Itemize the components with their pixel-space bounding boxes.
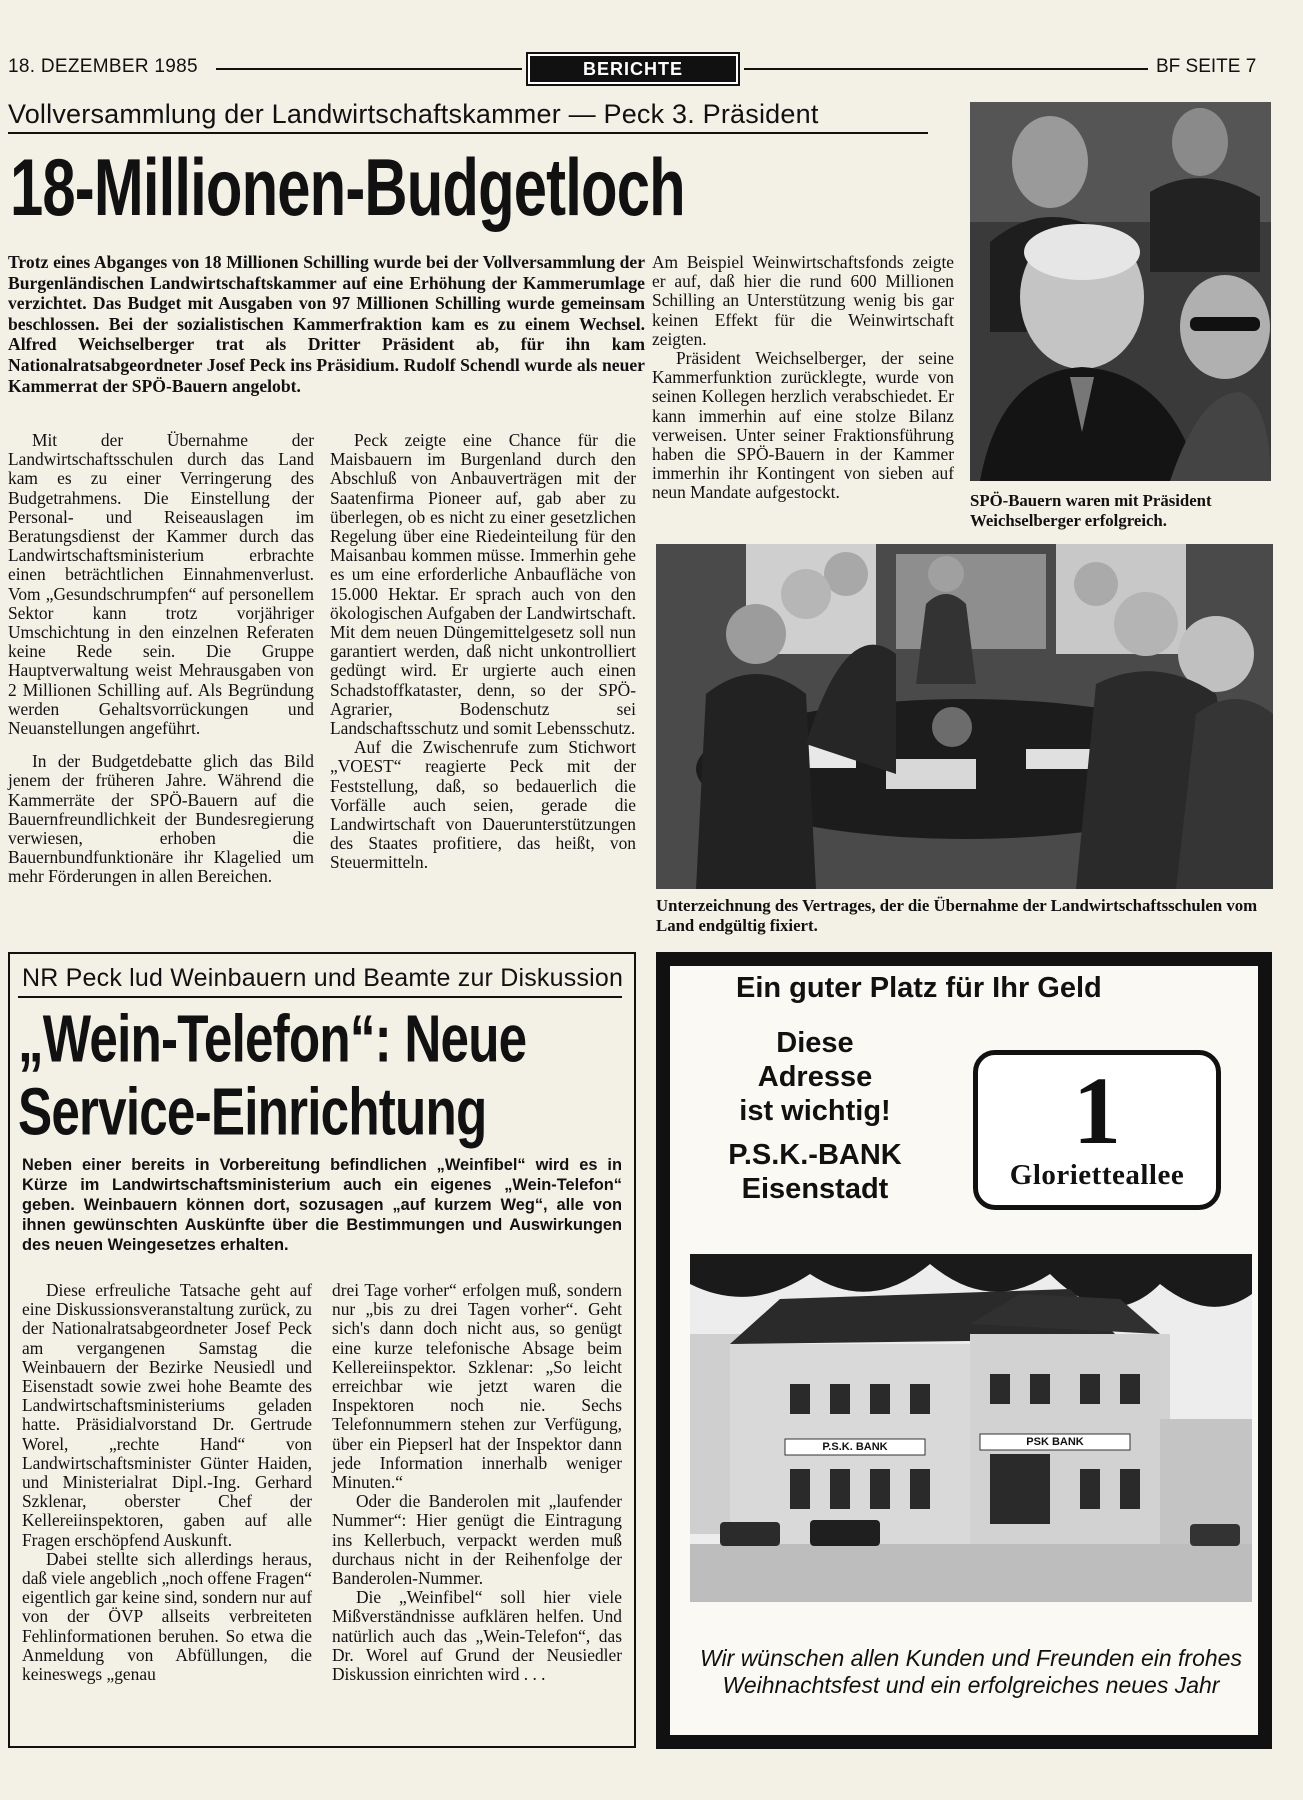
article1-col3-paragraph: Am Beispiel Weinwirtschaftsfonds zeigte er auf, daß hier die rund 600 Millionen Schilling an Unterstützung wenig bis gar keinen Effekt für die Weinwirtschaft zeigten. — [652, 252, 954, 349]
article2-column-2 — [332, 1281, 622, 1684]
article1-column-1 — [8, 431, 314, 887]
article2-col1-paragraph: Diese erfreuliche Tatsache geht auf eine Diskussionsveranstaltung zurück, zu der Nationalratsabgeordneter Josef Peck am vergangenen Samstag die Weinbauern der Bezirke Neusiedl und Eisenstadt sowie zwei hohe Beamte des Landwirtschaftsministeriums geladen hatte. Präsidialvorstand Dr. Gertrude Worel, „rechte Hand“ von Landwirtschaftsminister Günter Haiden, und Ministerialrat Dipl.-Ing. Gerhard Szklenar, oberster Chef der Kellereiinspektoren, gaben auf alle Fragen erschöpfend Auskunft. — [22, 1280, 312, 1550]
article2-col1-paragraph: Dabei stellte sich allerdings heraus, daß viele angeblich „noch offene Fragen“ eigentlich gar keine sind, sondern nur auf von der ÖVP allseits verbreiteten Fehlinformationen beruhen. So etwa die Anmeldung von Abfüllungen, die keineswegs „genau — [22, 1548, 312, 1685]
article1-column-3 — [652, 253, 954, 503]
address-number: 1 — [1073, 1057, 1121, 1164]
bank-building-photo — [690, 1254, 1252, 1602]
article1-col3-paragraph: Präsident Weichselberger, der seine Kammerfunktion zurücklegte, wurde von seinen Kollegen herzlich verabschiedet. Er kann immerhin auf eine stolze Bilanz verweisen. Unter seiner Fraktionsführung haben die SPÖ-Bauern in der Kammer immerhin ihr Kontingent von sieben auf neun Mandate aufgestockt. — [652, 348, 954, 503]
header-rule-right — [744, 68, 1148, 70]
photo-contract-signing — [656, 544, 1273, 889]
article1-kicker: Vollversammlung der Landwirtschaftskammer — Peck 3. Präsident — [8, 99, 819, 129]
article1-col2-paragraph: Auf die Zwischenrufe zum Stichwort „VOEST“ reagierte Peck mit der Feststellung, daß, so bedauerlich die Vorfälle auch seien, gerade die Landwirtschaft von Dauerunterstützungen des Staates profitiere, das heißt, von Steuermitteln. — [330, 737, 636, 873]
ad-line: Eisenstadt — [741, 1173, 889, 1205]
ad-line: P.S.K.-BANK — [728, 1139, 902, 1171]
article2-kicker: NR Peck lud Weinbauern und Beamte zur Diskussion — [22, 964, 624, 992]
article2-col2-paragraph: Oder die Banderolen mit „laufender Nummer“: Hier genügt die Eintragung ins Kellerbuch, verpackt werden muß durchaus nicht in der Reihenfolge der Banderolen-Nummer. — [332, 1491, 622, 1589]
ad-slogan: Wir wünschen allen Kunden und Freunden ein frohes Weihnachtsfest und ein erfolgreiches neues Jahr — [700, 1645, 1242, 1698]
article1-headline: 18-Millionen-Budgetloch — [10, 143, 685, 234]
ad-line: Diese — [776, 1027, 854, 1059]
issue-date: 18. DEZEMBER 1985 — [8, 56, 198, 77]
article2-headline-line2: Service-Einrichtung — [18, 1073, 487, 1150]
article2-headline-line1: „Wein-Telefon“: Neue — [18, 1000, 527, 1077]
article2-col2-paragraph: drei Tage vorher“ erfolgen muß, sondern nur „bis zu drei Tagen vorher“. Geht sich's dann doch nicht aus, so genügt eine kurze telefonische Absage beim Kellereiinspektor. Szklenar: „So leicht erreichbar wie jetzt waren die Inspektoren noch nie. Sechs Telefonnummern stehen zur Verfügung, über ein Piepserl hat der Inspektor dann jede Information innerhalb weniger Minuten.“ — [332, 1280, 622, 1493]
article2-kicker-rule — [18, 996, 622, 998]
header-rule-left — [216, 68, 522, 70]
bank-sign-2: PSK BANK — [1026, 1436, 1084, 1448]
address-street: Gloriettеallee — [1009, 1159, 1185, 1191]
ad-address-text — [690, 1026, 940, 1206]
section-label: BERICHTE — [526, 52, 740, 86]
article1-column-2 — [330, 431, 636, 873]
ad-line: ist wichtig! — [739, 1095, 891, 1127]
photo-portraits — [970, 102, 1271, 481]
article1-col1-paragraph: Mit der Übernahme der Landwirtschaftsschulen durch das Land kam es zu einer Verringerung des Budgetrahmens. Die Einstellung der Personal- und Reiseauslagen im Beratungsdienst der Kammer durch das Landwirtschaftsministerium erbrachte einen beträchtlichen Einnahmenverlust. Vom „Gesundschrumpfen“ auf personellem Sektor kann trotz vorjähriger Umschichtung in den einzelnen Referaten keine Rede sein. Die Gruppe Hauptverwaltung weist Mehrausgaben von 2 Millionen Schilling auf. Als Begründung werden Gehaltsvorrückungen und Neuanstellungen angeführt. — [8, 430, 314, 739]
page-number: BF SEITE 7 — [1156, 56, 1257, 77]
ad-title: Ein guter Platz für Ihr Geld — [736, 972, 1102, 1004]
article2-column-1 — [22, 1281, 312, 1684]
article2-lead: Neben einer bereits in Vorbereitung befindlichen „Weinfibel“ wird es in Kürze im Landwirtschaftsministerium auch ein eigenes „Wein-Telefon“ geben. Weinbauern können dort, sozusagen „auf kurzem Weg“, alle von ihnen gewünschten Auskünfte über die Bestimmungen und Auswirkungen des neuen Weingesetzes erhalten. — [22, 1156, 622, 1254]
bank-sign-1: P.S.K. BANK — [822, 1441, 888, 1453]
article1-col2-paragraph: Peck zeigte eine Chance für die Maisbauern im Burgenland durch den Abschluß von Anbauverträgen mit der Saatenfirma Pioneer auf, gab aber zu überlegen, ob es nicht zu einer gesetzlichen Regelung über eine Riedeinteilung für den Maisanbau kommen müsse. Immerhin gehe es um eine erforderliche Anbaufläche von 15.000 Hektar. Er sprach auch von den ökologischen Aufgaben der Landwirtschaft. Mit dem neuen Düngemittelgesetz soll nun garantiert werden, daß nicht unkontrolliert gedüngt wird. Er urgierte auch einen Schadstoffkataster, denn, so der SPÖ-Agrarier, Bodenschutz sei Landschaftsschutz und somit Lebensschutz. — [330, 430, 636, 739]
address-badge — [973, 1050, 1221, 1210]
photo-portraits-caption: SPÖ-Bauern waren mit Präsident Weichselberger erfolgreich. — [970, 491, 1212, 530]
article1-lead: Trotz eines Abganges von 18 Millionen Schilling wurde bei der Vollversammlung der Burgenländischen Landwirtschaftskammer auf eine Erhöhung der Kammerumlage verzichtet. Das Budget mit Ausgaben von 97 Millionen Schilling wurde gemeinsam beschlossen. Bei der sozialistischen Kammerfraktion kam es zu einem Wechsel. Alfred Weichselberger trat als Dritter Präsident ab, für ihn kam Nationalratsabgeordneter Josef Peck ins Präsidium. Rudolf Schendl wurde als neuer Kammerrat der SPÖ-Bauern angelobt. — [8, 252, 645, 396]
article2-col2-paragraph: Die „Weinfibel“ soll hier viele Mißverständnisse aufklären helfen. Und natürlich auch das „Wein-Telefon“, das Dr. Worel auf Grund der Neusiedler Diskussion einrichten wird . . . — [332, 1587, 622, 1685]
photo-contract-signing-caption: Unterzeichnung des Vertrages, der die Übernahme der Landwirtschaftsschulen vom Land endgültig fixiert. — [656, 896, 1258, 935]
article1-col1-paragraph: In der Budgetdebatte glich das Bild jenem der früheren Jahre. Während die Kammerräte der SPÖ-Bauern auf die Bauernfreundlichkeit der Bundesregierung verwiesen, erhoben die Bauernbundfunktionäre ihr Klagelied um mehr Förderungen in allen Bereichen. — [8, 751, 314, 887]
ad-line: Adresse — [757, 1061, 873, 1093]
article1-kicker-rule — [8, 132, 928, 134]
